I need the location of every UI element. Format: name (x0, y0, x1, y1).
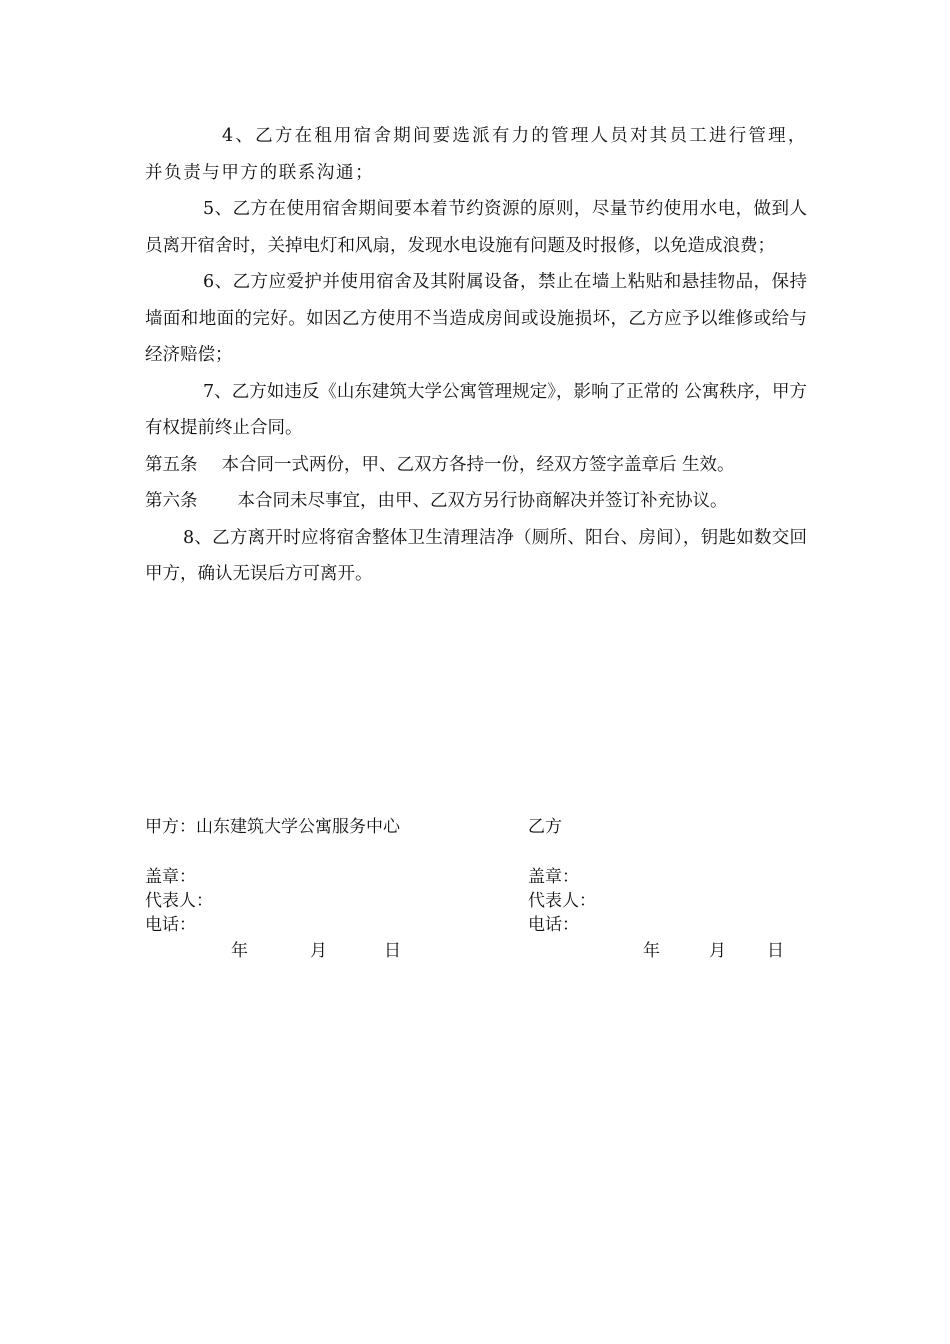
article-6-text: 本合同未尽事宜，由甲、乙双方另行协商解决并签订补充协议。 (237, 491, 728, 511)
article-5-text: 本合同一式两份，甲、乙双方各持一份，经双方签字盖章后 生效。 (221, 454, 735, 475)
party-b-day-label: 日 (767, 941, 784, 961)
party-a-phone-label: 电话： (145, 915, 196, 935)
party-b-representative-label: 代表人： (528, 891, 596, 911)
party-a-name: 甲方：山东建筑大学公寓服务中心 (145, 817, 400, 837)
party-b-phone-label: 电话： (528, 915, 579, 935)
party-b-name: 乙方 (528, 817, 562, 837)
article-6-heading: 第六条 (145, 491, 198, 511)
party-a-representative-label: 代表人： (145, 891, 213, 911)
article-6 (145, 483, 807, 520)
clause-4: 4、乙方在租用宿舍期间要选派有力的管理人员对其员工进行管理，并负责与甲方的联系沟通； (145, 126, 807, 183)
party-a-year-label: 年 (231, 941, 248, 961)
party-b-month-label: 月 (709, 941, 726, 961)
clause-8: 8、乙方离开时应将宿舍整体卫生清理洁净（厕所、阳台、房间），钥匙如数交回甲方，确认无误后方可离开。 (145, 527, 807, 584)
clause-5: 5、乙方在使用宿舍期间要本着节约资源的原则，尽量节约使用水电，做到人员离开宿舍时，关掉电灯和风扇，发现水电设施有问题及时报修，以免造成浪费； (145, 199, 807, 256)
clause-7: 7、乙方如违反《山东建筑大学公寓管理规定》，影响了正常的 公寓秩序，甲方有权提前终止合同。 (145, 381, 807, 438)
party-b-seal-label: 盖章： (528, 867, 579, 887)
clause-6: 6、乙方应爱护并使用宿舍及其附属设备，禁止在墙上粘贴和悬挂物品，保持墙面和地面的完好。如因乙方使用不当造成房间或设施损坏，乙方应予以维修或给与经济赔偿； (145, 272, 807, 365)
party-b-year-label: 年 (643, 941, 660, 961)
party-a-day-label: 日 (384, 941, 401, 961)
party-a-signature-block (145, 865, 213, 937)
party-a-seal-label: 盖章： (145, 867, 196, 887)
article-5-heading: 第五条 (145, 454, 198, 475)
party-b-signature-block (528, 865, 596, 937)
article-5 (145, 447, 807, 484)
contract-body (145, 118, 807, 593)
party-a-month-label: 月 (310, 941, 327, 961)
